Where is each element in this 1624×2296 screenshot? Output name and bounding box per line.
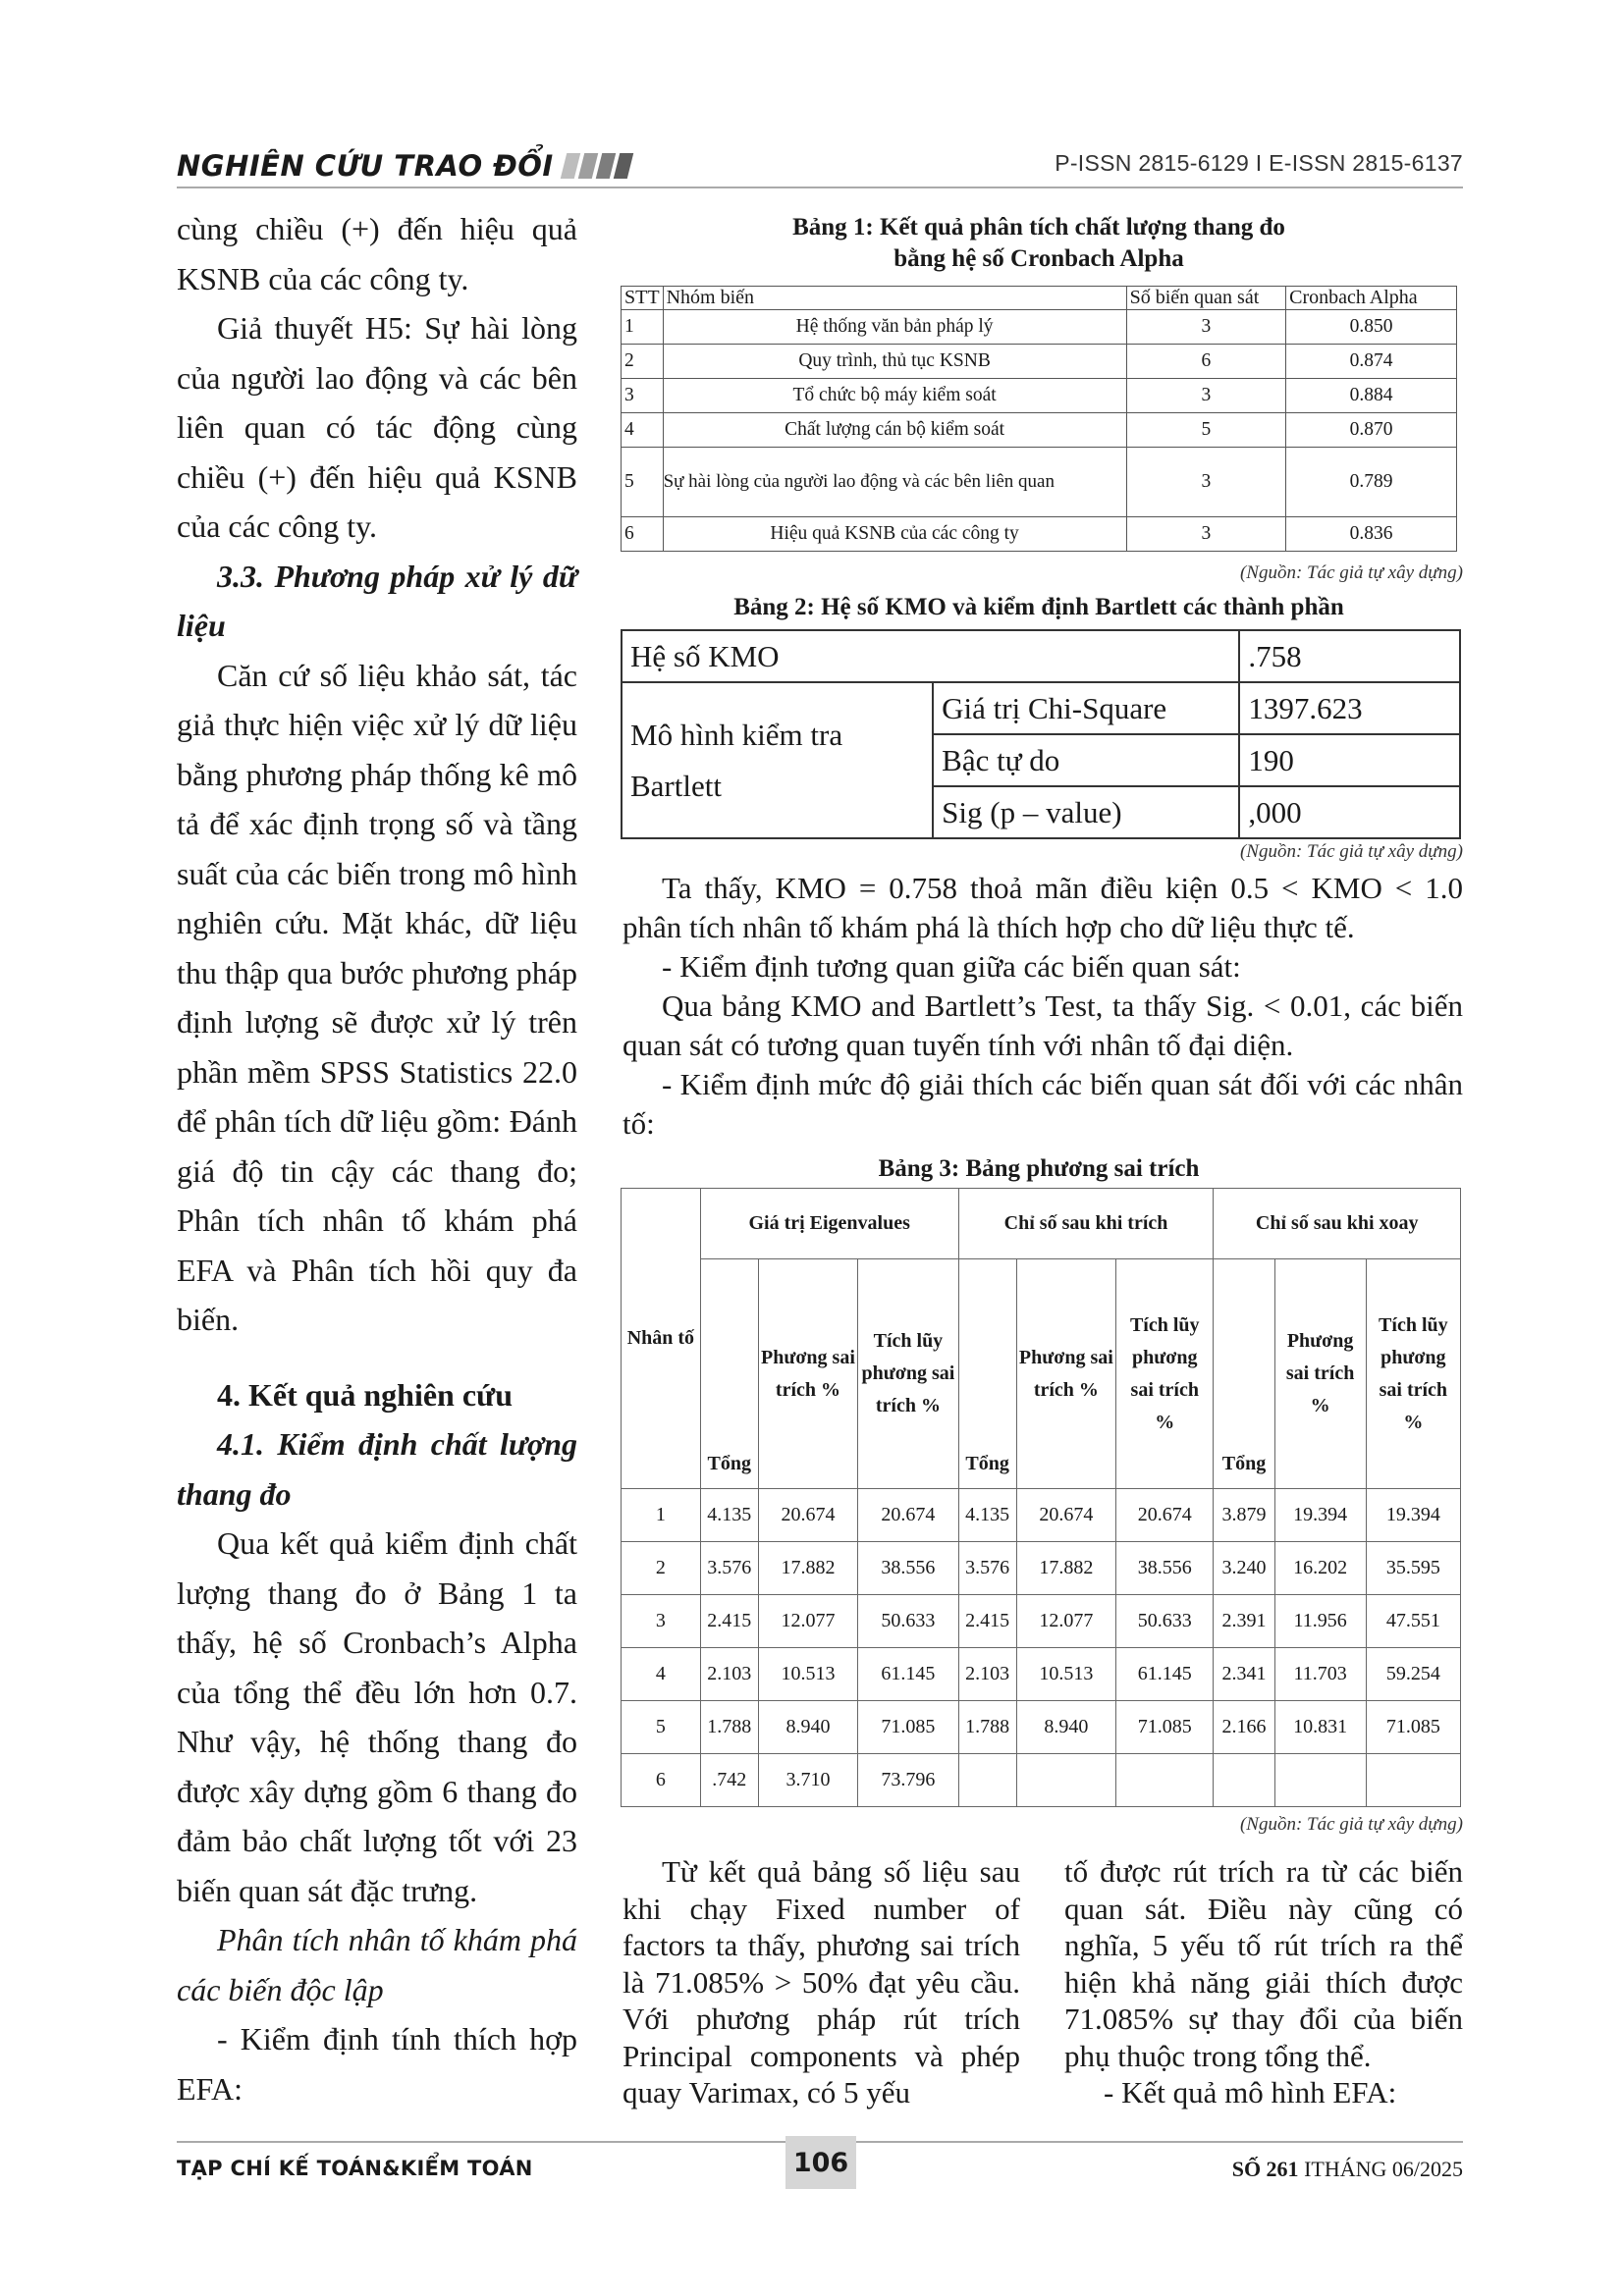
cell: 2.103 [700,1648,758,1701]
cell [1016,1754,1115,1807]
cell: 8.940 [758,1701,857,1754]
df-value: 190 [1239,734,1460,786]
paragraph: - Kiểm định mức độ giải thích các biến quan sát đối với các nhân tố: [623,1067,1463,1141]
table-cronbach-alpha [621,286,1457,552]
cell: 17.882 [1016,1542,1115,1595]
table2-source: (Nguồn: Tác giả tự xây dựng) [1239,841,1463,862]
df-label: Bậc tự do [933,734,1239,786]
kmo-value: .758 [1239,630,1460,682]
cell: 3.576 [700,1542,758,1595]
header-variance: Phương sai trích % [1274,1259,1366,1489]
cell: Hiệu quả KSNB của các công ty [663,517,1126,552]
paragraph: Qua kết quả kiểm định chất lượng thang đo ở Bảng 1 ta thấy, hệ số Cronbach’s Alpha của tổng thể đều lớn hơn 0.7. Như vậy, hệ thống thang đo được xây dựng gồm 6 thang đo đảm bảo chất lượng tốt với 23 biến quan sát đặc trưng. [177,1525,577,1908]
paragraph: Ta thấy, KMO = 0.758 thoả mãn điều kiện 0.5 < KMO < 1.0 phân tích nhân tố khám phá là thích hợp cho dữ liệu thực tế. [623,871,1463,944]
cell: 2.415 [958,1595,1016,1648]
paragraph: - Kiểm định tính thích hợp EFA: [177,2021,577,2107]
cell: 5 [622,1701,701,1754]
cell [958,1754,1016,1807]
cell: 12.077 [1016,1595,1115,1648]
table3-source: (Nguồn: Tác giả tự xây dựng) [1239,1814,1463,1835]
table-row [622,1648,1461,1701]
heading-4-1: 4.1. Kiểm định chất lượng thang đo [177,1426,577,1512]
paragraph: cùng chiều (+) đến hiệu quả KSNB của các công ty. [177,211,577,296]
table1-caption-line2: bằng hệ số Cronbach Alpha [893,245,1184,272]
header-factor: Nhân tố [622,1189,701,1489]
header-stt: STT [622,287,664,310]
cell: Sự hài lòng của người lao động và các bên liên quan [663,448,1126,517]
table1-source: (Nguồn: Tác giả tự xây dựng) [1239,562,1463,583]
cell: 6 [622,1754,701,1807]
cell: 11.956 [1274,1595,1366,1648]
decorative-bars [564,153,630,179]
table-row [622,1754,1461,1807]
heading-4: 4. Kết quả nghiên cứu [217,1376,514,1413]
cell [1214,1754,1274,1807]
bar-1 [560,153,579,179]
cell: 0.850 [1286,310,1457,345]
cell: 47.551 [1366,1595,1460,1648]
table-row [622,1595,1461,1648]
subheading-efa: Phân tích nhân tố khám phá các biến độc lập [177,1922,577,2007]
left-column [177,204,577,2113]
bar-3 [595,153,615,179]
cell: 3 [1126,379,1286,413]
cell: 1 [622,310,664,345]
heading-3-3: 3.3. Phương pháp xử lý dữ liệu [177,558,577,643]
header-cumulative: Tích lũy phương sai trích % [858,1259,958,1489]
cell: 8.940 [1016,1701,1115,1754]
cell: 4 [622,1648,701,1701]
cell: 3.879 [1214,1489,1274,1542]
cell: Chất lượng cán bộ kiểm soát [663,413,1126,448]
header-alpha: Cronbach Alpha [1286,287,1457,310]
header-cumulative: Tích lũy phương sai trích % [1366,1259,1460,1489]
table-group-header-row [622,1189,1461,1259]
table3-caption: Bảng 3: Bảng phương sai trích [878,1155,1200,1182]
header-variance: Phương sai trích % [1016,1259,1115,1489]
cell: 11.703 [1274,1648,1366,1701]
issue-date: THÁNG 06/2025 [1311,2157,1463,2181]
cell: 3 [1126,310,1286,345]
header-total: Tổng [700,1259,758,1489]
cell: 0.874 [1286,345,1457,379]
table1-caption-line1: Bảng 1: Kết quả phân tích chất lượng thang đo [792,214,1285,240]
sig-label: Sig (p – value) [933,786,1239,838]
header-eigenvalues: Giá trị Eigenvalues [700,1189,958,1259]
table2-caption: Bảng 2: Hệ số KMO và kiểm định Bartlett các thành phần [733,594,1344,620]
table-row [622,448,1457,517]
table-row [622,1489,1461,1542]
cell: 16.202 [1274,1542,1366,1595]
cell: 3 [622,1595,701,1648]
cell: 19.394 [1274,1489,1366,1542]
issn-line: P-ISSN 2815-6129 I E-ISSN 2815-6137 [1055,150,1463,176]
cell: 5 [622,448,664,517]
cell: 35.595 [1366,1542,1460,1595]
cell: 61.145 [1116,1648,1214,1701]
table1-caption [615,212,1463,275]
cell: 20.674 [1016,1489,1115,1542]
cell: 2 [622,345,664,379]
header-total: Tổng [958,1259,1016,1489]
table-row [622,630,1460,682]
journal-section-header [177,149,630,183]
table-row [622,379,1457,413]
paragraph: Qua bảng KMO and Bartlett’s Test, ta thấy Sig. < 0.01, các biến quan sát có tương quan tuyến tính với nhân tố đại diện. [623,988,1463,1062]
bartlett-label [622,682,933,838]
table-row [622,345,1457,379]
cell: 2 [622,1542,701,1595]
cell: 0.884 [1286,379,1457,413]
cell: Tổ chức bộ máy kiểm soát [663,379,1126,413]
cell: 3.240 [1214,1542,1274,1595]
bar-4 [613,153,632,179]
page-number: 106 [785,2136,856,2189]
table-sub-header-row [622,1259,1461,1489]
bar-2 [577,153,597,179]
table3-body [622,1489,1461,1807]
cell: 20.674 [858,1489,958,1542]
kmo-label: Hệ số KMO [622,630,1239,682]
header-count: Số biến quan sát [1126,287,1286,310]
table-row [622,1542,1461,1595]
cell: 6 [622,517,664,552]
header-total: Tổng [1214,1259,1274,1489]
table-kmo-bartlett [621,629,1461,839]
cell: 5 [1126,413,1286,448]
cell [1274,1754,1366,1807]
cell: 0.789 [1286,448,1457,517]
cell: 10.513 [1016,1648,1115,1701]
cell: 4 [622,413,664,448]
table-variance-explained [621,1188,1461,1807]
cell: 71.085 [1366,1701,1460,1754]
table-row [622,413,1457,448]
cell: 0.870 [1286,413,1457,448]
cell: Hệ thống văn bản pháp lý [663,310,1126,345]
paragraph: - Kiểm định tương quan giữa các biến quan sát: [662,949,1241,984]
cell: 73.796 [858,1754,958,1807]
cell: 2.166 [1214,1701,1274,1754]
header-cumulative: Tích lũy phương sai trích % [1116,1259,1214,1489]
cell: 2.415 [700,1595,758,1648]
table-row [622,1701,1461,1754]
cell: 71.085 [1116,1701,1214,1754]
cell: 10.513 [758,1648,857,1701]
cell: 50.633 [858,1595,958,1648]
header-variance: Phương sai trích % [758,1259,857,1489]
paragraph-hypothesis-h5: Giả thuyết H5: Sự hài lòng của người lao động và các bên liên quan có tác động cùng chiều (+) đến hiệu quả KSNB của các công ty. [177,310,577,544]
cell: 0.836 [1286,517,1457,552]
bottom-column-2 [1064,1853,1463,2111]
chi-square-label: Giá trị Chi-Square [933,682,1239,734]
cell: 3 [622,379,664,413]
bartlett-label-line2: Bartlett [630,768,722,803]
cell: 6 [1126,345,1286,379]
cell: 4.135 [958,1489,1016,1542]
cell: 3 [1126,448,1286,517]
cell: 38.556 [858,1542,958,1595]
paragraph: Căn cứ số liệu khảo sát, tác giả thực hiện việc xử lý dữ liệu bằng phương pháp thống kê mô tả để xác định trọng số và tầng suất của các biến trong mô hình nghiên cứu. Mặt khác, dữ liệu thu thập qua bước phương pháp định lượng sẽ được xử lý trên phần mềm SPSS Statistics 22.0 để phân tích dữ liệu gồm: Đánh giá độ tin cậy các thang đo; Phân tích nhân tố khám phá EFA và Phân tích hồi quy đa biến. [177,657,577,1337]
cell: 12.077 [758,1595,857,1648]
table-row [622,310,1457,345]
kmo-discussion [623,869,1463,1144]
cell: 10.831 [1274,1701,1366,1754]
table-row [622,517,1457,552]
chi-square-value: 1397.623 [1239,682,1460,734]
issue-info: SỐ 261 ITHÁNG 06/2025 [1231,2157,1463,2181]
cell [1116,1754,1214,1807]
cell: 71.085 [858,1701,958,1754]
cell [1366,1754,1460,1807]
bottom-column-1 [623,1853,1020,2111]
cell: Quy trình, thủ tục KSNB [663,345,1126,379]
cell: 1 [622,1489,701,1542]
table-header-row [622,287,1457,310]
cell: 17.882 [758,1542,857,1595]
paragraph: Từ kết quả bảng số liệu sau khi chạy Fixed number of factors ta thấy, phương sai trích là 71.085% > 50% đạt yêu cầu. Với phương pháp rút trích Principal components và phép quay Varimax, có 5 yếu [623,1854,1020,2109]
cell: .742 [700,1754,758,1807]
bartlett-label-line1: Mô hình kiểm tra [630,717,843,752]
sig-value: ,000 [1239,786,1460,838]
header-group: Nhóm biến [663,287,1126,310]
cell: 19.394 [1366,1489,1460,1542]
cell: 59.254 [1366,1648,1460,1701]
section-title: NGHIÊN CỨU TRAO ĐỔI [177,149,554,183]
spacer [177,1345,577,1370]
cell: 3.710 [758,1754,857,1807]
cell: 2.341 [1214,1648,1274,1701]
cell: 3.576 [958,1542,1016,1595]
header-divider [177,187,1463,188]
table-row [622,682,1460,734]
cell: 1.788 [700,1701,758,1754]
cell: 61.145 [858,1648,958,1701]
cell: 38.556 [1116,1542,1214,1595]
paragraph: - Kết quả mô hình EFA: [1104,2075,1397,2109]
header-rotation: Chỉ số sau khi xoay [1214,1189,1461,1259]
paragraph: tố được rút trích ra từ các biến quan sát. Điều này cũng có nghĩa, 5 yếu tố rút trích ra thể hiện khả năng giải thích được 71.085% sự thay đổi của biến phụ thuộc trong tổng thể. [1064,1854,1463,2073]
header-extraction: Chỉ số sau khi trích [958,1189,1214,1259]
issue-number: SỐ 261 [1231,2157,1299,2181]
cell: 2.103 [958,1648,1016,1701]
journal-name: TẠP CHÍ KẾ TOÁN&KIỂM TOÁN [177,2157,533,2180]
cell: 1.788 [958,1701,1016,1754]
cell: 2.391 [1214,1595,1274,1648]
cell: 3 [1126,517,1286,552]
cell: 4.135 [700,1489,758,1542]
cell: 20.674 [1116,1489,1214,1542]
cell: 20.674 [758,1489,857,1542]
cell: 50.633 [1116,1595,1214,1648]
